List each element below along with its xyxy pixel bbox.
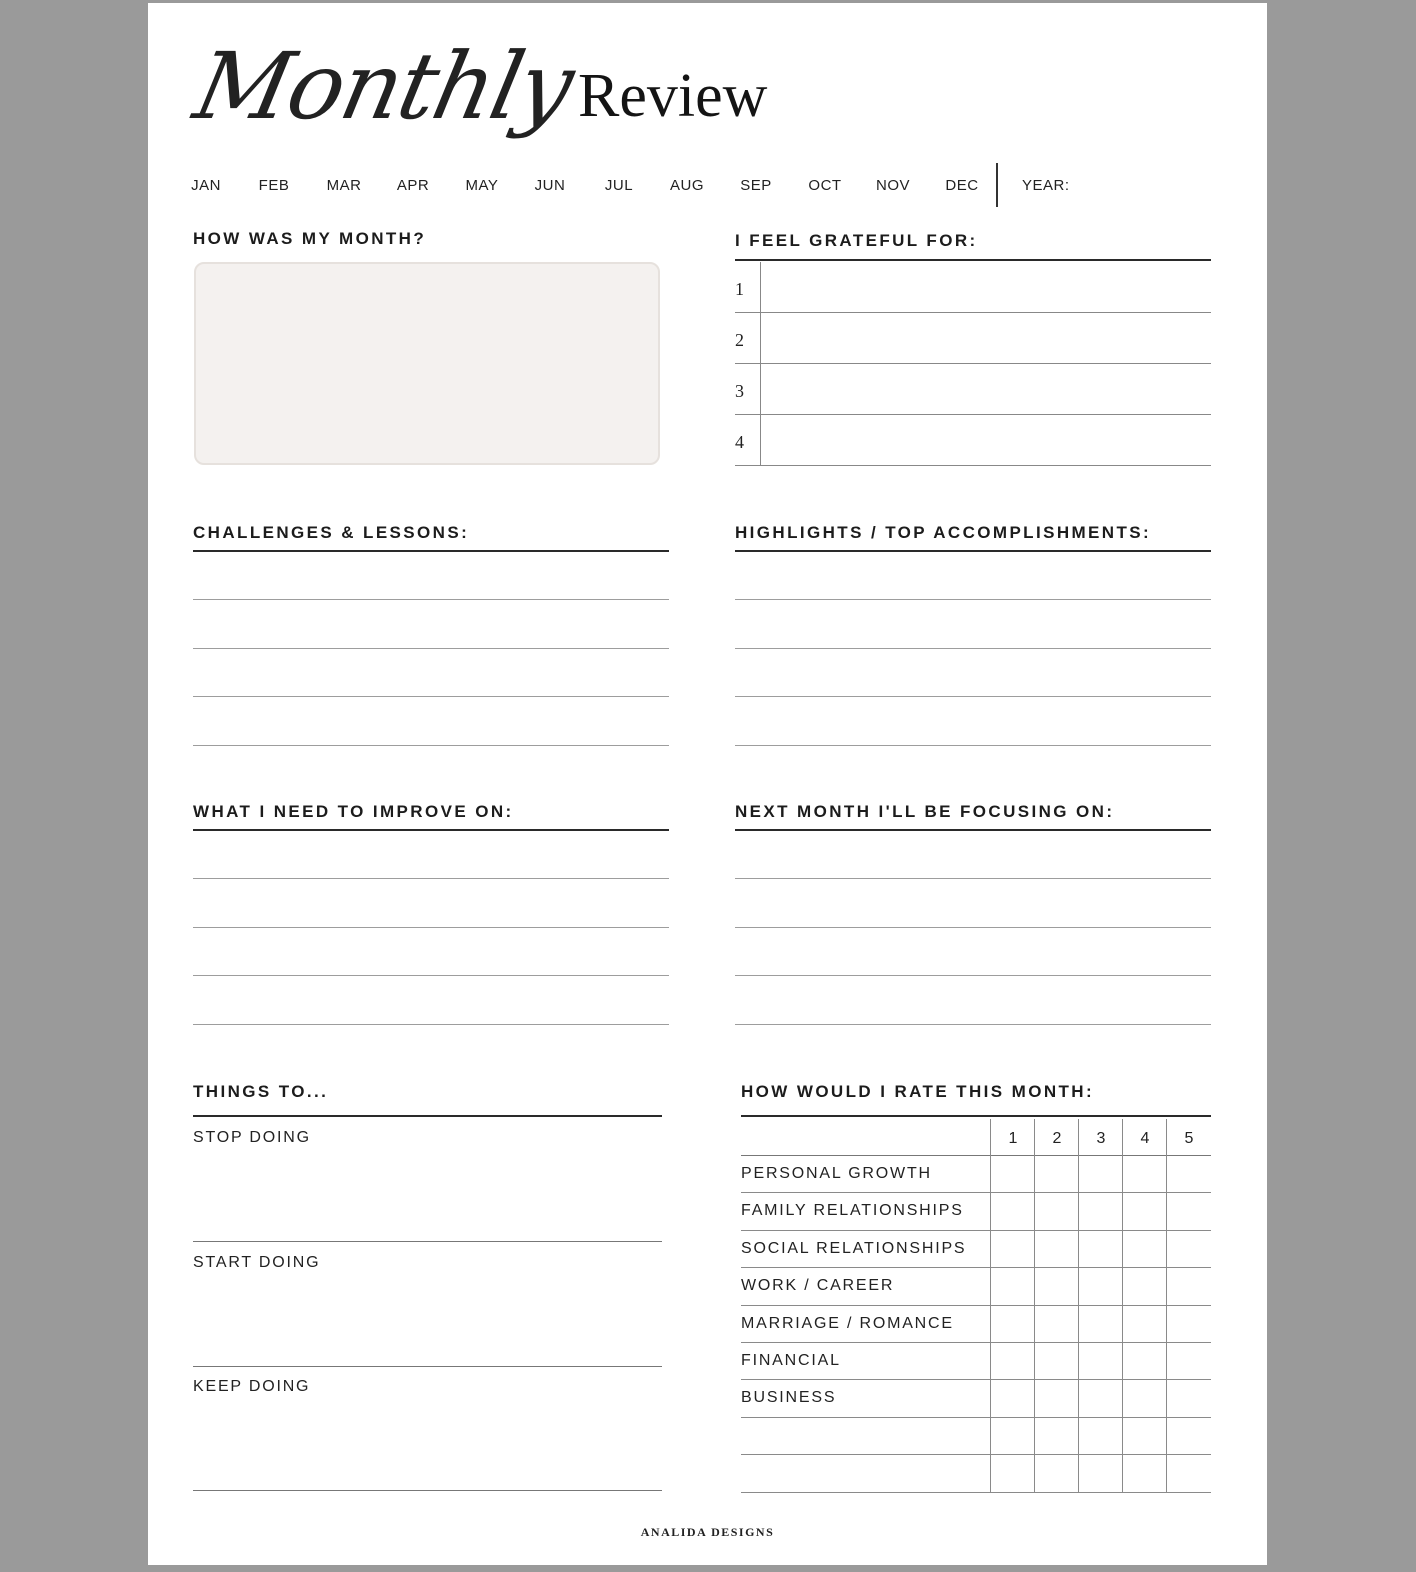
- rating-cell[interactable]: [991, 1268, 1034, 1303]
- month-jul[interactable]: JUL: [604, 177, 634, 194]
- heading-highlights: HIGHLIGHTS / TOP ACCOMPLISHMENTS:: [735, 523, 1152, 542]
- stop-doing-label: STOP DOING: [193, 1129, 311, 1146]
- rating-cell[interactable]: [1167, 1231, 1210, 1266]
- writing-line[interactable]: [193, 878, 669, 879]
- keep-doing-label: KEEP DOING: [193, 1378, 311, 1395]
- writing-line[interactable]: [735, 696, 1211, 697]
- writing-line[interactable]: [735, 975, 1211, 976]
- rating-cell[interactable]: [1079, 1268, 1122, 1303]
- heading-grateful: I FEEL GRATEFUL FOR:: [735, 231, 978, 250]
- rating-cell[interactable]: [1167, 1418, 1210, 1453]
- rating-cell[interactable]: [991, 1380, 1034, 1415]
- challenges-rule: [193, 550, 669, 552]
- rating-category: PERSONAL GROWTH: [741, 1165, 932, 1182]
- writing-line[interactable]: [735, 1024, 1211, 1025]
- title-serif: Review: [578, 62, 768, 130]
- rating-scale-2: 2: [1052, 1130, 1062, 1147]
- rating-scale-3: 3: [1096, 1130, 1106, 1147]
- rating-category: BUSINESS: [741, 1389, 837, 1406]
- rating-column-line: [1122, 1119, 1123, 1492]
- rating-cell[interactable]: [1167, 1380, 1210, 1415]
- rating-cell[interactable]: [1123, 1418, 1166, 1453]
- rating-cell[interactable]: [1079, 1193, 1122, 1228]
- rating-category: FINANCIAL: [741, 1352, 841, 1369]
- rating-scale-1: 1: [1008, 1130, 1018, 1147]
- rating-cell[interactable]: [1079, 1380, 1122, 1415]
- grateful-number-2: 2: [735, 330, 744, 350]
- rating-cell[interactable]: [1079, 1156, 1122, 1191]
- rating-cell[interactable]: [1123, 1193, 1166, 1228]
- rating-cell[interactable]: [991, 1343, 1034, 1378]
- writing-line[interactable]: [193, 975, 669, 976]
- rating-cell[interactable]: [991, 1455, 1034, 1490]
- rating-cell[interactable]: [1167, 1306, 1210, 1341]
- rating-category: FAMILY RELATIONSHIPS: [741, 1202, 964, 1219]
- rating-cell[interactable]: [1035, 1380, 1078, 1415]
- rating-column-line: [990, 1119, 991, 1492]
- rating-column-line: [1166, 1119, 1167, 1492]
- things-to-rule: [193, 1115, 662, 1117]
- month-jan[interactable]: JAN: [191, 177, 221, 194]
- grateful-line-4[interactable]: [735, 465, 1211, 466]
- month-nov[interactable]: NOV: [875, 177, 910, 194]
- writing-line[interactable]: [735, 927, 1211, 928]
- year-label: YEAR:: [1022, 177, 1070, 194]
- rating-cell[interactable]: [1079, 1306, 1122, 1341]
- next-month-rule: [735, 829, 1211, 831]
- grateful-line-3[interactable]: [735, 414, 1211, 415]
- rating-category: MARRIAGE / ROMANCE: [741, 1315, 954, 1332]
- grateful-number-3: 3: [735, 381, 744, 401]
- writing-line[interactable]: [193, 1024, 669, 1025]
- month-may[interactable]: MAY: [465, 177, 499, 194]
- writing-line[interactable]: [735, 648, 1211, 649]
- footer-brand: ANALIDA DESIGNS: [640, 1525, 775, 1539]
- rating-cell[interactable]: [991, 1193, 1034, 1228]
- rating-row-line: [741, 1492, 1211, 1493]
- month-oct[interactable]: OCT: [808, 177, 842, 194]
- grateful-number-4: 4: [735, 432, 744, 452]
- rating-scale-4: 4: [1140, 1130, 1150, 1147]
- writing-line[interactable]: [193, 696, 669, 697]
- month-sep[interactable]: SEP: [740, 177, 772, 194]
- rating-cell[interactable]: [1079, 1455, 1122, 1490]
- heading-rate: HOW WOULD I RATE THIS MONTH:: [741, 1082, 1095, 1101]
- rating-cell[interactable]: [1123, 1268, 1166, 1303]
- writing-line[interactable]: [193, 927, 669, 928]
- rating-cell[interactable]: [1079, 1418, 1122, 1453]
- heading-how-was-month: HOW WAS MY MONTH?: [193, 229, 427, 248]
- month-aug[interactable]: AUG: [669, 177, 704, 194]
- heading-things-to: THINGS TO...: [193, 1082, 329, 1101]
- rating-cell[interactable]: [1079, 1343, 1122, 1378]
- month-year-divider: [996, 163, 998, 207]
- start-doing-line: [193, 1366, 662, 1367]
- writing-line[interactable]: [735, 878, 1211, 879]
- stop-doing-line: [193, 1241, 662, 1242]
- writing-line[interactable]: [193, 648, 669, 649]
- month-dec[interactable]: DEC: [945, 177, 979, 194]
- grateful-line-1[interactable]: [735, 312, 1211, 313]
- rating-cell[interactable]: [1123, 1156, 1166, 1191]
- rating-cell[interactable]: [1035, 1231, 1078, 1266]
- start-doing-label: START DOING: [193, 1254, 321, 1271]
- month-feb[interactable]: FEB: [258, 177, 290, 194]
- grateful-number-1: 1: [735, 279, 744, 299]
- rate-rule: [741, 1115, 1211, 1117]
- rating-cell[interactable]: [1035, 1306, 1078, 1341]
- rating-cell[interactable]: [1167, 1193, 1210, 1228]
- rating-cell[interactable]: [1123, 1380, 1166, 1415]
- rating-cell[interactable]: [1035, 1343, 1078, 1378]
- rating-cell[interactable]: [1079, 1231, 1122, 1266]
- rating-cell[interactable]: [991, 1231, 1034, 1266]
- improve-rule: [193, 829, 669, 831]
- rating-cell[interactable]: [991, 1418, 1034, 1453]
- rating-cell[interactable]: [991, 1306, 1034, 1341]
- month-jun[interactable]: JUN: [534, 177, 566, 194]
- rating-scale-5: 5: [1184, 1130, 1194, 1147]
- rating-category: SOCIAL RELATIONSHIPS: [741, 1240, 967, 1257]
- writing-line[interactable]: [193, 745, 669, 746]
- rating-cell[interactable]: [1167, 1268, 1210, 1303]
- planner-page: [148, 3, 1267, 1565]
- keep-doing-line: [193, 1490, 662, 1491]
- rating-column-line: [1034, 1119, 1035, 1492]
- rating-cell[interactable]: [1123, 1231, 1166, 1266]
- rating-cell[interactable]: [1123, 1306, 1166, 1341]
- rating-cell[interactable]: [1035, 1455, 1078, 1490]
- month-apr[interactable]: APR: [396, 177, 430, 194]
- month-notes-box[interactable]: [194, 262, 660, 465]
- grateful-line-2[interactable]: [735, 363, 1211, 364]
- writing-line[interactable]: [735, 745, 1211, 746]
- grateful-rule: [735, 259, 1211, 261]
- title-script: Monthly: [186, 33, 582, 140]
- rating-cell[interactable]: [1035, 1156, 1078, 1191]
- rating-cell[interactable]: [1035, 1193, 1078, 1228]
- rating-category: WORK / CAREER: [741, 1277, 895, 1294]
- writing-line[interactable]: [193, 599, 669, 600]
- month-mar[interactable]: MAR: [326, 177, 362, 194]
- rating-cell[interactable]: [991, 1156, 1034, 1191]
- rating-cell[interactable]: [1123, 1343, 1166, 1378]
- rating-cell[interactable]: [1123, 1455, 1166, 1490]
- rating-cell[interactable]: [1167, 1343, 1210, 1378]
- rating-column-line: [1078, 1119, 1079, 1492]
- rating-cell[interactable]: [1167, 1455, 1210, 1490]
- heading-improve: WHAT I NEED TO IMPROVE ON:: [193, 802, 514, 821]
- rating-cell[interactable]: [1035, 1268, 1078, 1303]
- heading-next-month: NEXT MONTH I'LL BE FOCUSING ON:: [735, 802, 1115, 821]
- heading-challenges: CHALLENGES & LESSONS:: [193, 523, 470, 542]
- rating-cell[interactable]: [1035, 1418, 1078, 1453]
- rating-cell[interactable]: [1167, 1156, 1210, 1191]
- writing-line[interactable]: [735, 599, 1211, 600]
- highlights-rule: [735, 550, 1211, 552]
